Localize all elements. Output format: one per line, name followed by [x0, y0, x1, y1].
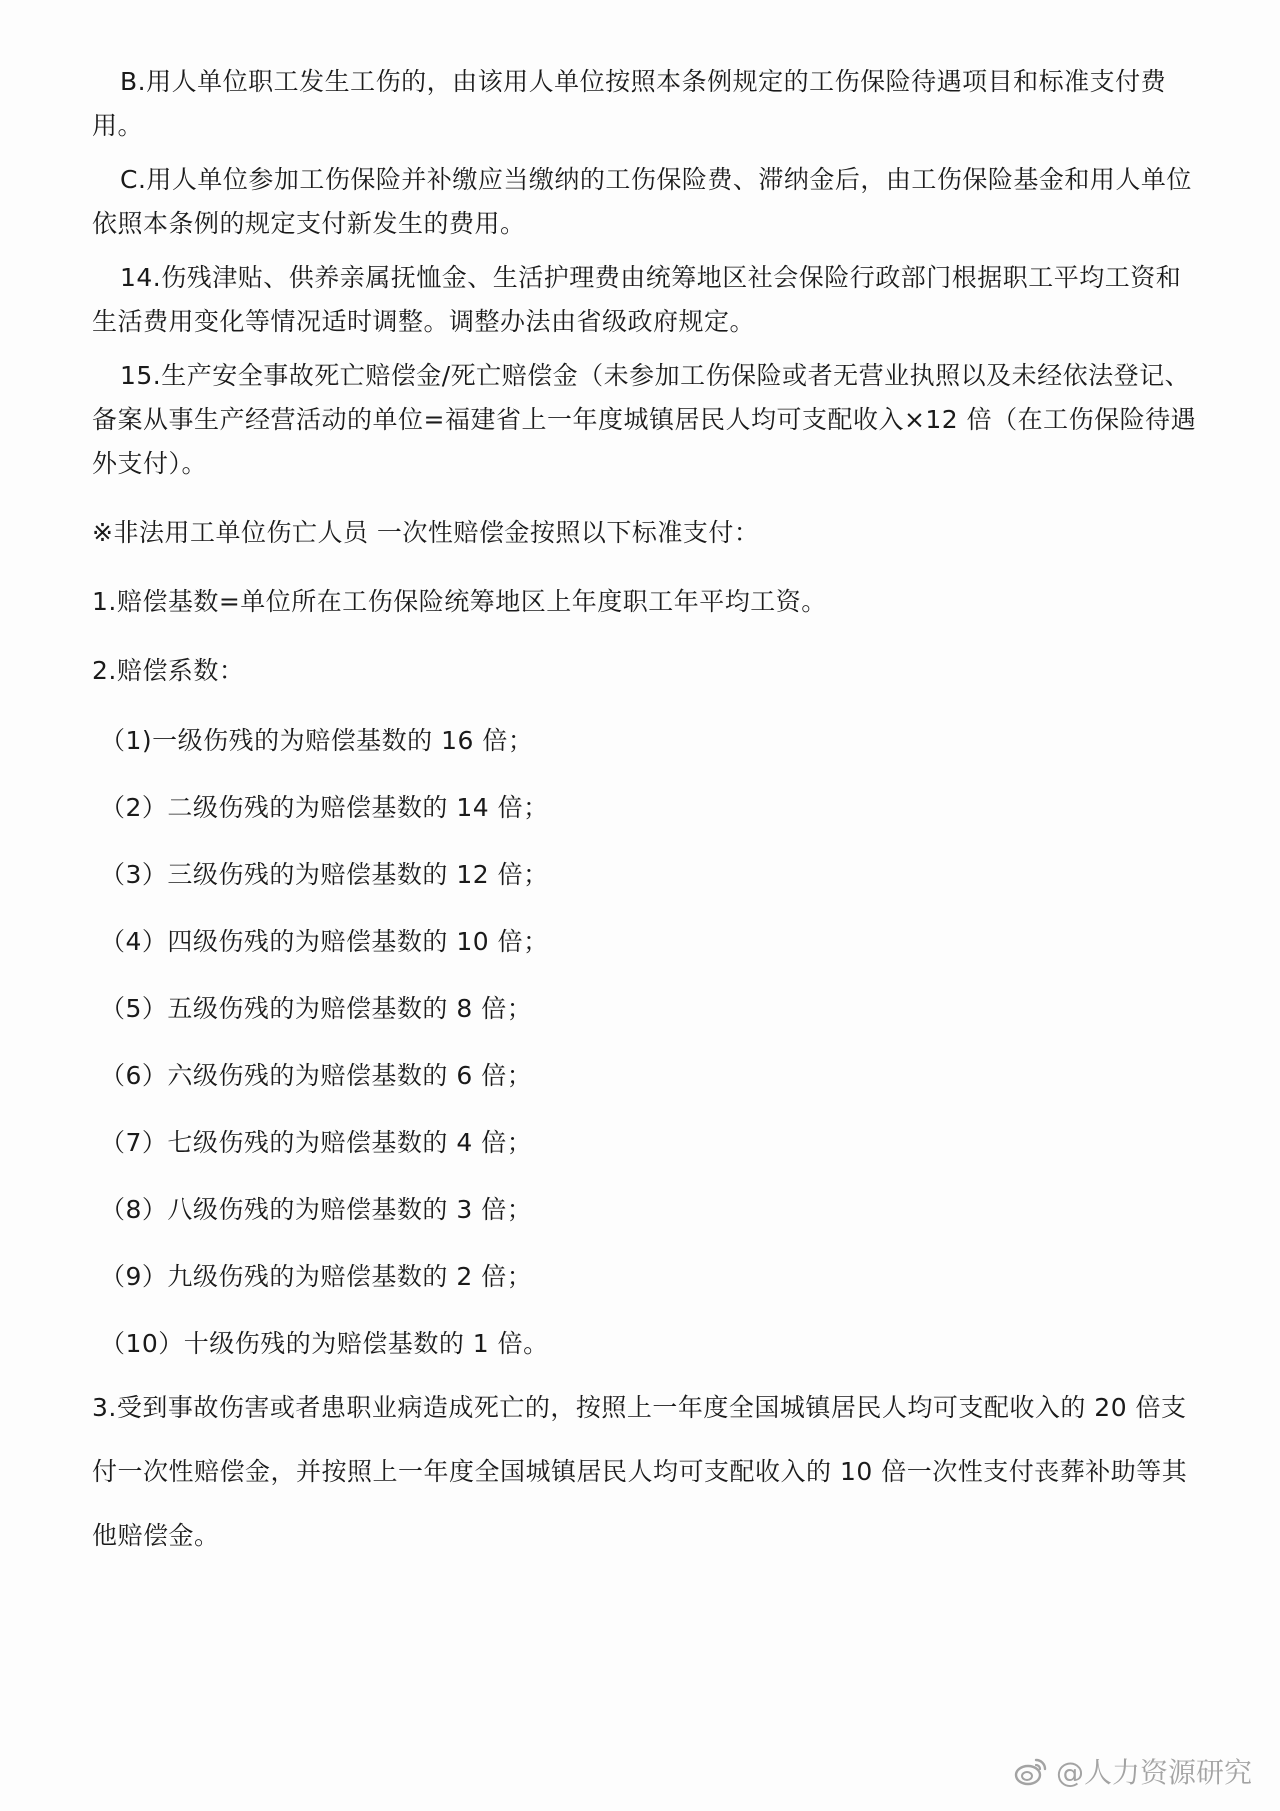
- item-3-line: 付一次性赔偿金，并按照上一年度全国城镇居民人均可支配收入的 10 倍一次性支付丧葬补助等其: [92, 1457, 1188, 1486]
- paragraph-c: C.用人单位参加工伤保险并补缴应当缴纳的工伤保险费、滞纳金后，由工伤保险基金和用人单位依照本条例的规定支付新发生的费用。: [92, 165, 1192, 238]
- notice-line: ※非法用工单位伤亡人员 一次性赔偿金按照以下标准支付：: [92, 518, 760, 547]
- coefficient-item: （5）五级伤残的为赔偿基数的 8 倍；: [100, 994, 533, 1023]
- coefficient-list: [92, 719, 1202, 1366]
- coefficient-item: （1)一级伤残的为赔偿基数的 16 倍；: [100, 726, 534, 755]
- paragraph-b: B.用人单位职工发生工伤的，由该用人单位按照本条例规定的工伤保险待遇项目和标准支付费用。: [92, 67, 1167, 140]
- item-2-coefficient-heading: 2.赔偿系数：: [92, 656, 245, 685]
- paragraph-14: 14.伤残津贴、供养亲属抚恤金、生活护理费由统筹地区社会保险行政部门根据职工平均工资和生活费用变化等情况适时调整。调整办法由省级政府规定。: [92, 263, 1182, 336]
- coefficient-item: （2）二级伤残的为赔偿基数的 14 倍；: [100, 793, 549, 822]
- watermark-text: @人力资源研究: [1055, 1756, 1252, 1789]
- coefficient-item: （6）六级伤残的为赔偿基数的 6 倍；: [100, 1061, 533, 1090]
- item-3-line: 他赔偿金。: [92, 1521, 220, 1550]
- item-1-base: 1.赔偿基数=单位所在工伤保险统筹地区上年度职工年平均工资。: [92, 587, 827, 616]
- item-3-line: 3.受到事故伤害或者患职业病造成死亡的，按照上一年度全国城镇居民人均可支配收入的 20 倍支: [92, 1393, 1187, 1422]
- coefficient-item: （3）三级伤残的为赔偿基数的 12 倍；: [100, 860, 549, 889]
- watermark: [1014, 1751, 1252, 1791]
- coefficient-item: （9）九级伤残的为赔偿基数的 2 倍；: [100, 1262, 533, 1291]
- coefficient-item: （8）八级伤残的为赔偿基数的 3 倍；: [100, 1195, 533, 1224]
- document-body: [92, 60, 1202, 1558]
- coefficient-item: （10）十级伤残的为赔偿基数的 1 倍。: [100, 1329, 549, 1358]
- item-3-death-compensation: [92, 1386, 1202, 1558]
- weibo-icon: [1014, 1756, 1048, 1786]
- coefficient-item: （7）七级伤残的为赔偿基数的 4 倍；: [100, 1128, 533, 1157]
- paragraph-15: 15.生产安全事故死亡赔偿金/死亡赔偿金（未参加工伤保险或者无营业执照以及未经依法登记、备案从事生产经营活动的单位=福建省上一年度城镇居民人均可支配收入×12 倍（在工伤保险待遇外支付）。: [92, 361, 1197, 478]
- coefficient-item: （4）四级伤残的为赔偿基数的 10 倍；: [100, 927, 549, 956]
